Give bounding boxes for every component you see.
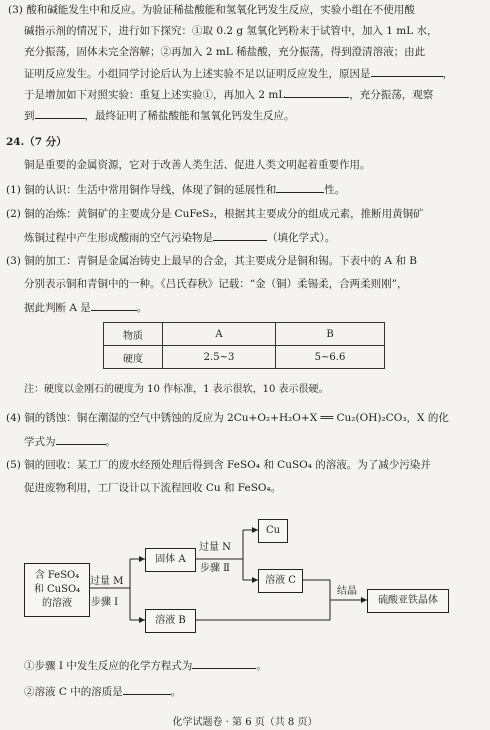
solution-c-box: 溶液 C (258, 569, 303, 593)
start-line: 和 CuSO₄ (33, 584, 81, 595)
cu-box: Cu (258, 519, 288, 543)
q24-s4-tail: 。 (105, 436, 116, 448)
q24-s4-text: 学式为 (24, 436, 56, 448)
q23-p3-line1: (3) 酸和碱能发生中和反应。为验证稀盐酸能和氢氧化钙发生反应，实验小组在不使用酸 (8, 4, 415, 16)
q23-p3-line3: 充分振荡，固体未完全溶解；②再加入 2 mL 稀盐酸，充分振荡，得到澄清溶液；由此 (24, 46, 426, 58)
q24-s3-tail: 。 (136, 302, 148, 314)
q23-p3-line5-text: 于是增加如下对照实验：重复上述实验①，再加入 2 mL (24, 89, 286, 101)
step2-reagent: 过量 N (199, 542, 231, 553)
start-line: 的溶液 (42, 598, 72, 609)
table-cell: 5~6.6 (276, 346, 385, 369)
q24-intro: 铜是重要的金属资源，它对于改善人类生活、促进人类文明起着重要作用。 (24, 159, 371, 171)
answer-blank[interactable] (192, 658, 256, 669)
q24-s3-text: 据此判断 A 是 (24, 302, 91, 314)
q24-s3-line2: 分别表示铜和青铜中的一种。《吕氏春秋》记载：“金（铜）柔锡柔，合两柔则刚”， (24, 278, 408, 290)
q24-answer2 (24, 684, 181, 699)
table-header-cell: 物质 (104, 323, 163, 346)
q23-p3-line6-text: 到 (24, 110, 35, 122)
table-header-cell: B (276, 323, 385, 346)
q24-s1-text: (1) 铜的认识：生活中常用铜作导线，体现了铜的延展性和 (6, 184, 277, 196)
start-line: 含 FeSO₄ (34, 570, 80, 581)
q24-s2-tail: （填化学式）。 (267, 232, 336, 244)
q23-p3-line4-text: 证明反应发生。小组同学讨论后认为上述实验不足以证明反应发生，原因是 (24, 68, 371, 80)
q24-s1-tail: 性。 (324, 184, 346, 196)
q24-header: 24.（7 分） (6, 136, 67, 148)
q24-s3-line1: (3) 铜的加工：青铜是金属冶铸史上最早的合金，其主要成分是铜和锡。下表中的 A 和 B (6, 255, 418, 267)
punct: 。 (170, 686, 182, 698)
ferrous-sulfate-crystal-box: 硫酸亚铁晶体 (367, 589, 449, 613)
q24-answer2-text: ②溶液 C 中的溶质是 (24, 686, 123, 698)
step2-name: 步骤 Ⅱ (200, 563, 230, 574)
step1-reagent: 过量 M (90, 576, 124, 587)
q24-s2-text: 炼铜过程中产生形成酸雨的空气污染物是 (24, 232, 213, 244)
answer-blank[interactable] (123, 684, 171, 695)
q24-answer1 (24, 658, 267, 673)
q24-s4-line1: (4) 铜的锈蚀：铜在潮湿的空气中锈蚀的反应为 2Cu+O₂+H₂O+X ══ Cu₂(OH)₂CO₃，X 的化 (6, 412, 449, 424)
punct: ， (442, 68, 453, 80)
q23-p3-line2: 碱指示剂的情况下，进行如下探究：①取 0.2 g 氢氧化钙粉末于试管中，加入 1 mL 水， (24, 25, 438, 37)
q23-p3-line5-tail: ，充分振荡，观察 (349, 89, 434, 101)
table-note: 注：硬度以金刚石的硬度为 10 作标准，1 表示很软，10 表示很硬。 (24, 384, 329, 395)
solution-b-box: 溶液 B (145, 609, 196, 633)
step1-name: 步骤 Ⅰ (91, 597, 119, 608)
punct: 。 (256, 660, 267, 672)
crystallize-label: 结晶 (337, 586, 357, 597)
table-cell: 2.5~3 (163, 346, 276, 369)
solid-a-box: 固体 A (145, 548, 196, 572)
q24-s5-line1: (5) 铜的回收：某工厂的废水经预处理后得到含 FeSO₄ 和 CuSO₄ 的溶液。为了减少污染并 (6, 459, 431, 471)
table-row-label: 硬度 (104, 346, 163, 369)
q24-answer1-text: ①步骤 Ⅰ 中发生反应的化学方程式为 (24, 660, 193, 672)
page-footer: 化学试题卷 · 第 6 页（共 8 页） (172, 717, 318, 728)
table-header-cell: A (163, 323, 276, 346)
q24-s5-line2: 促进废物利用，工厂设计以下流程回收 Cu 和 FeSO₄。 (24, 482, 282, 494)
q23-p3-line6-tail: ，最终证明了稀盐酸能和氢氧化钙发生反应。 (84, 110, 295, 122)
start-solution-box (24, 563, 90, 617)
q24-s2-line1: (2) 铜的冶炼：黄铜矿的主要成分是 CuFeS₂，根据其主要成分的组成元素，推断用黄铜矿 (6, 208, 424, 220)
